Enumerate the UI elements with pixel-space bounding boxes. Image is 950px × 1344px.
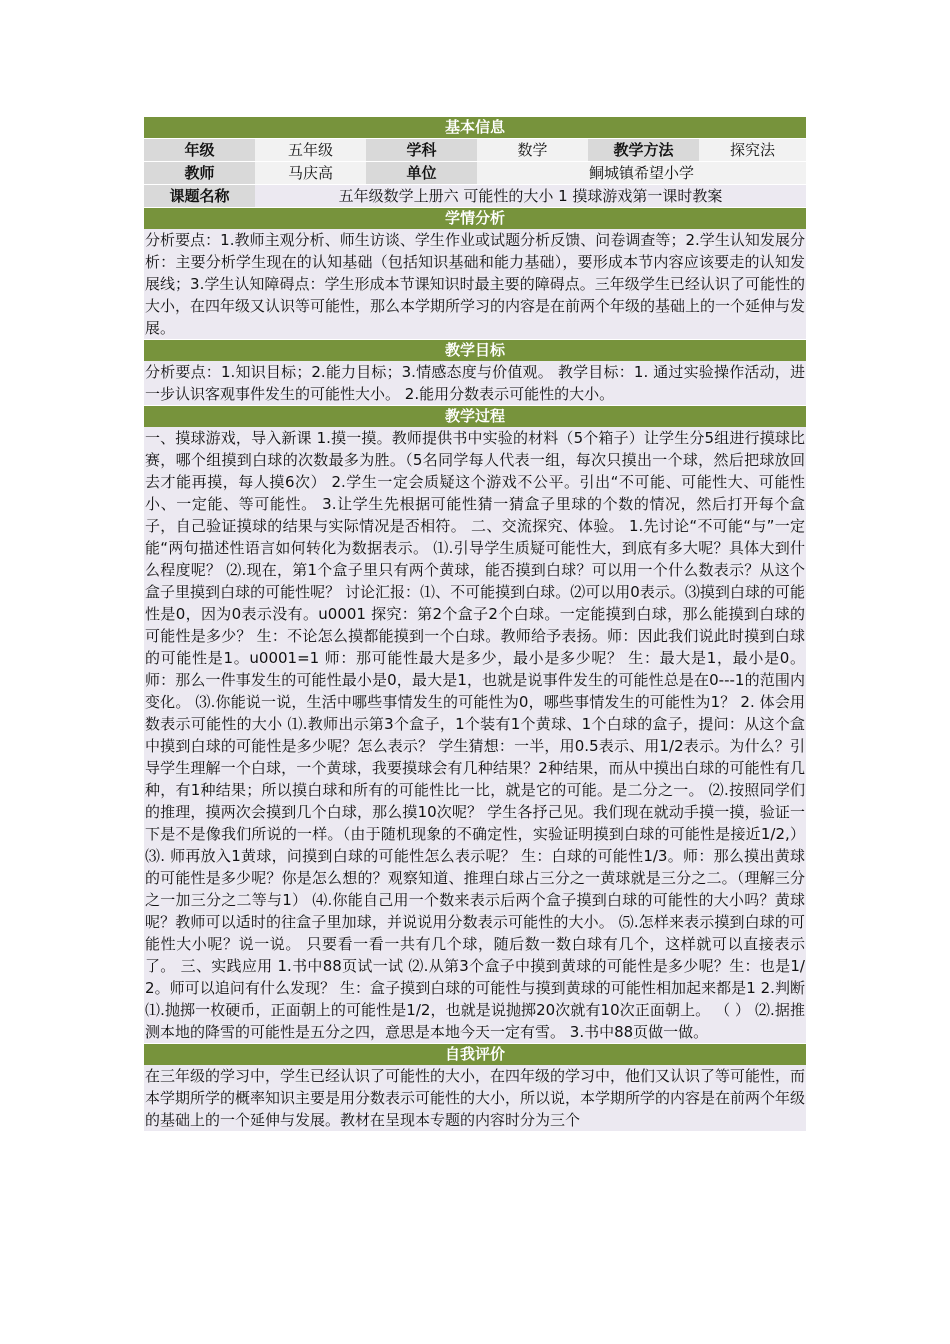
course-label: 课题名称 <box>144 185 255 208</box>
subject-value: 数学 <box>477 139 588 162</box>
method-label: 教学方法 <box>588 139 699 162</box>
method-value: 探究法 <box>699 139 806 162</box>
section-header-analysis: 学情分析 <box>144 207 806 229</box>
section-header-objectives: 教学目标 <box>144 339 806 361</box>
teacher-value: 马庆高 <box>255 162 366 185</box>
unit-label: 单位 <box>366 162 477 185</box>
subject-label: 学科 <box>366 139 477 162</box>
section-header-basic-info: 基本信息 <box>144 116 806 138</box>
course-value: 五年级数学上册六 可能性的大小 1 摸球游戏第一课时教案 <box>255 185 806 208</box>
teacher-label: 教师 <box>144 162 255 185</box>
unit-value: 鲖城镇希望小学 <box>477 162 806 185</box>
section-header-evaluation: 自我评价 <box>144 1043 806 1065</box>
objectives-text: 分析要点：1.知识目标；2.能力目标；3.情感态度与价值观。 教学目标：1. 通过实验操作活动，进一步认识客观事件发生的可能性大小。 2.能用分数表示可能性的大小。 <box>145 363 805 403</box>
process-text: 一、摸球游戏，导入新课 1.摸一摸。教师提供书中实验的材料（5个箱子）让学生分5组进行摸球比赛，哪个组摸到白球的次数最多为胜。（5名同学每人代表一组，每次只摸出一个球，然后把球放回去才能再摸，每人摸6次） 2.学生一定会质疑这个游戏不公平。引出“不可能、可能性大、可能性小、一定能、等可能性。 3.让学生先根据可能性猜一猜盒子里球的个数的情况，然后打开每个盒子，自己验证摸球的结果与实际情况是否相符。 二、交流探究、体验。 1.先讨论“不可能“与”一定能“两句描述性语言如何转化为数据表示。 ⑴.引导学生质疑可能性大，到底有多大呢？具体大到什么程度呢？ ⑵.现在，第1个盒子里只有两个黄球，能否摸到白球？可以用一个什么数表示？从这个盒子里摸到白球的可能性呢？ 讨论汇报：⑴、不可能摸到白球。⑵可以用0表示。⑶摸到白球的可能性是0，因为0表示没有。u0001 探究：第2个盒子2个白球。一定能摸到白球，那么能摸到白球的可能性是多少？ 生：不论怎么摸都能摸到一个白球。教师给予表扬。师：因此我们说此时摸到白球的可能性是1。u0001=1 师：那可能性最大是多少，最小是多少呢？ 生：最大是1，最小是0。 师：那么一件事发生的可能性最小是0，最大是1，也就是说事件发生的可能性总是在0---1的范围内变化。 ⑶.你能说一说，生活中哪些事情发生的可能性为0，哪些事情发生的可能性为1？ 2. 体会用数表示可能性的大小 ⑴.教师出示第3个盒子，1个装有1个黄球、1个白球的盒子，提问：从这个盒中摸到白球的可能性是多少呢？怎么表示？ 学生猜想：一半，用0.5表示、用1/2表示。为什么？引导学生理解一个白球，一个黄球，我要摸球会有几种结果？2种结果，而从中摸出白球的可能性有几种，有1种结果；所以摸白球和所有的可能性比一比，就是它的可能。是二分之一。 ⑵.按照同学们的推理，摸两次会摸到几个白球，那么摸10次呢？ 学生各抒己见。我们现在就动手摸一摸，验证一下是不是像我们所说的一样。（由于随机现象的不确定性，实验证明摸到白球的可能性是接近1/2,） ⑶. 师再放入1黄球，问摸到白球的可能性怎么表示呢？ 生：白球的可能性1/3。师：那么摸出黄球的可能性是多少呢？你是怎么想的？观察知道、推理白球占三分之一黄球就是三分之二。（理解三分之一加三分之二等与1） ⑷.你能自己用一个数来表示后两个盒子摸到白球的可能性的大小吗？黄球呢？教师可以适时的往盒子里加球，并说说用分数表示可能性的大小。 ⑸.怎样来表示摸到白球的可能性大小呢？说一说。 只要看一看一共有几个球，随后数一数白球有几个，这样就可以直接表示了。 三、实践应用 1.书中88页试一试 ⑵.从第3个盒子中摸到黄球的可能性是多少呢？生：也是1/2。师可以追问有什么发现？ 生：盒子摸到白球的可能性与摸到黄球的可能性相加起来都是1 2.判断 ⑴.抛掷一枚硬币，正面朝上的可能性是1/2，也就是说抛掷20次就有10次正面朝上。 （ ） ⑵.据推测本地的降雪的可能性是五分之四，意思是本地今天一定有雪。 3.书中88页做一做。 <box>145 429 805 1041</box>
grade-label: 年级 <box>144 139 255 162</box>
basic-info-table <box>144 138 806 207</box>
section-header-process: 教学过程 <box>144 405 806 427</box>
lesson-plan-document <box>144 116 806 1131</box>
info-row-teacher <box>144 162 806 185</box>
evaluation-text: 在三年级的学习中，学生已经认识了可能性的大小，在四年级的学习中，他们又认识了等可能性，而本学期所学的概率知识主要是用分数表示可能性的大小，所以说，本学期所学的内容是在前两个年级的基础上的一个延伸与发展。教材在呈现本专题的内容时分为三个 <box>145 1067 806 1129</box>
info-row-course <box>144 185 806 208</box>
info-row-grade <box>144 139 806 162</box>
grade-value: 五年级 <box>255 139 366 162</box>
analysis-text: 分析要点：1.教师主观分析、师生访谈、学生作业或试题分析反馈、问卷调查等；2.学生认知发展分析：主要分析学生现在的认知基础（包括知识基础和能力基础），要形成本节内容应该要走的认知发展线；3.学生认知障碍点：学生形成本节课知识时最主要的障碍点。三年级学生已经认识了可能性的大小，在四年级又认识等可能性，那么本学期所学习的内容是在前两个年级的基础上的一个延伸与发展。 <box>145 231 806 337</box>
